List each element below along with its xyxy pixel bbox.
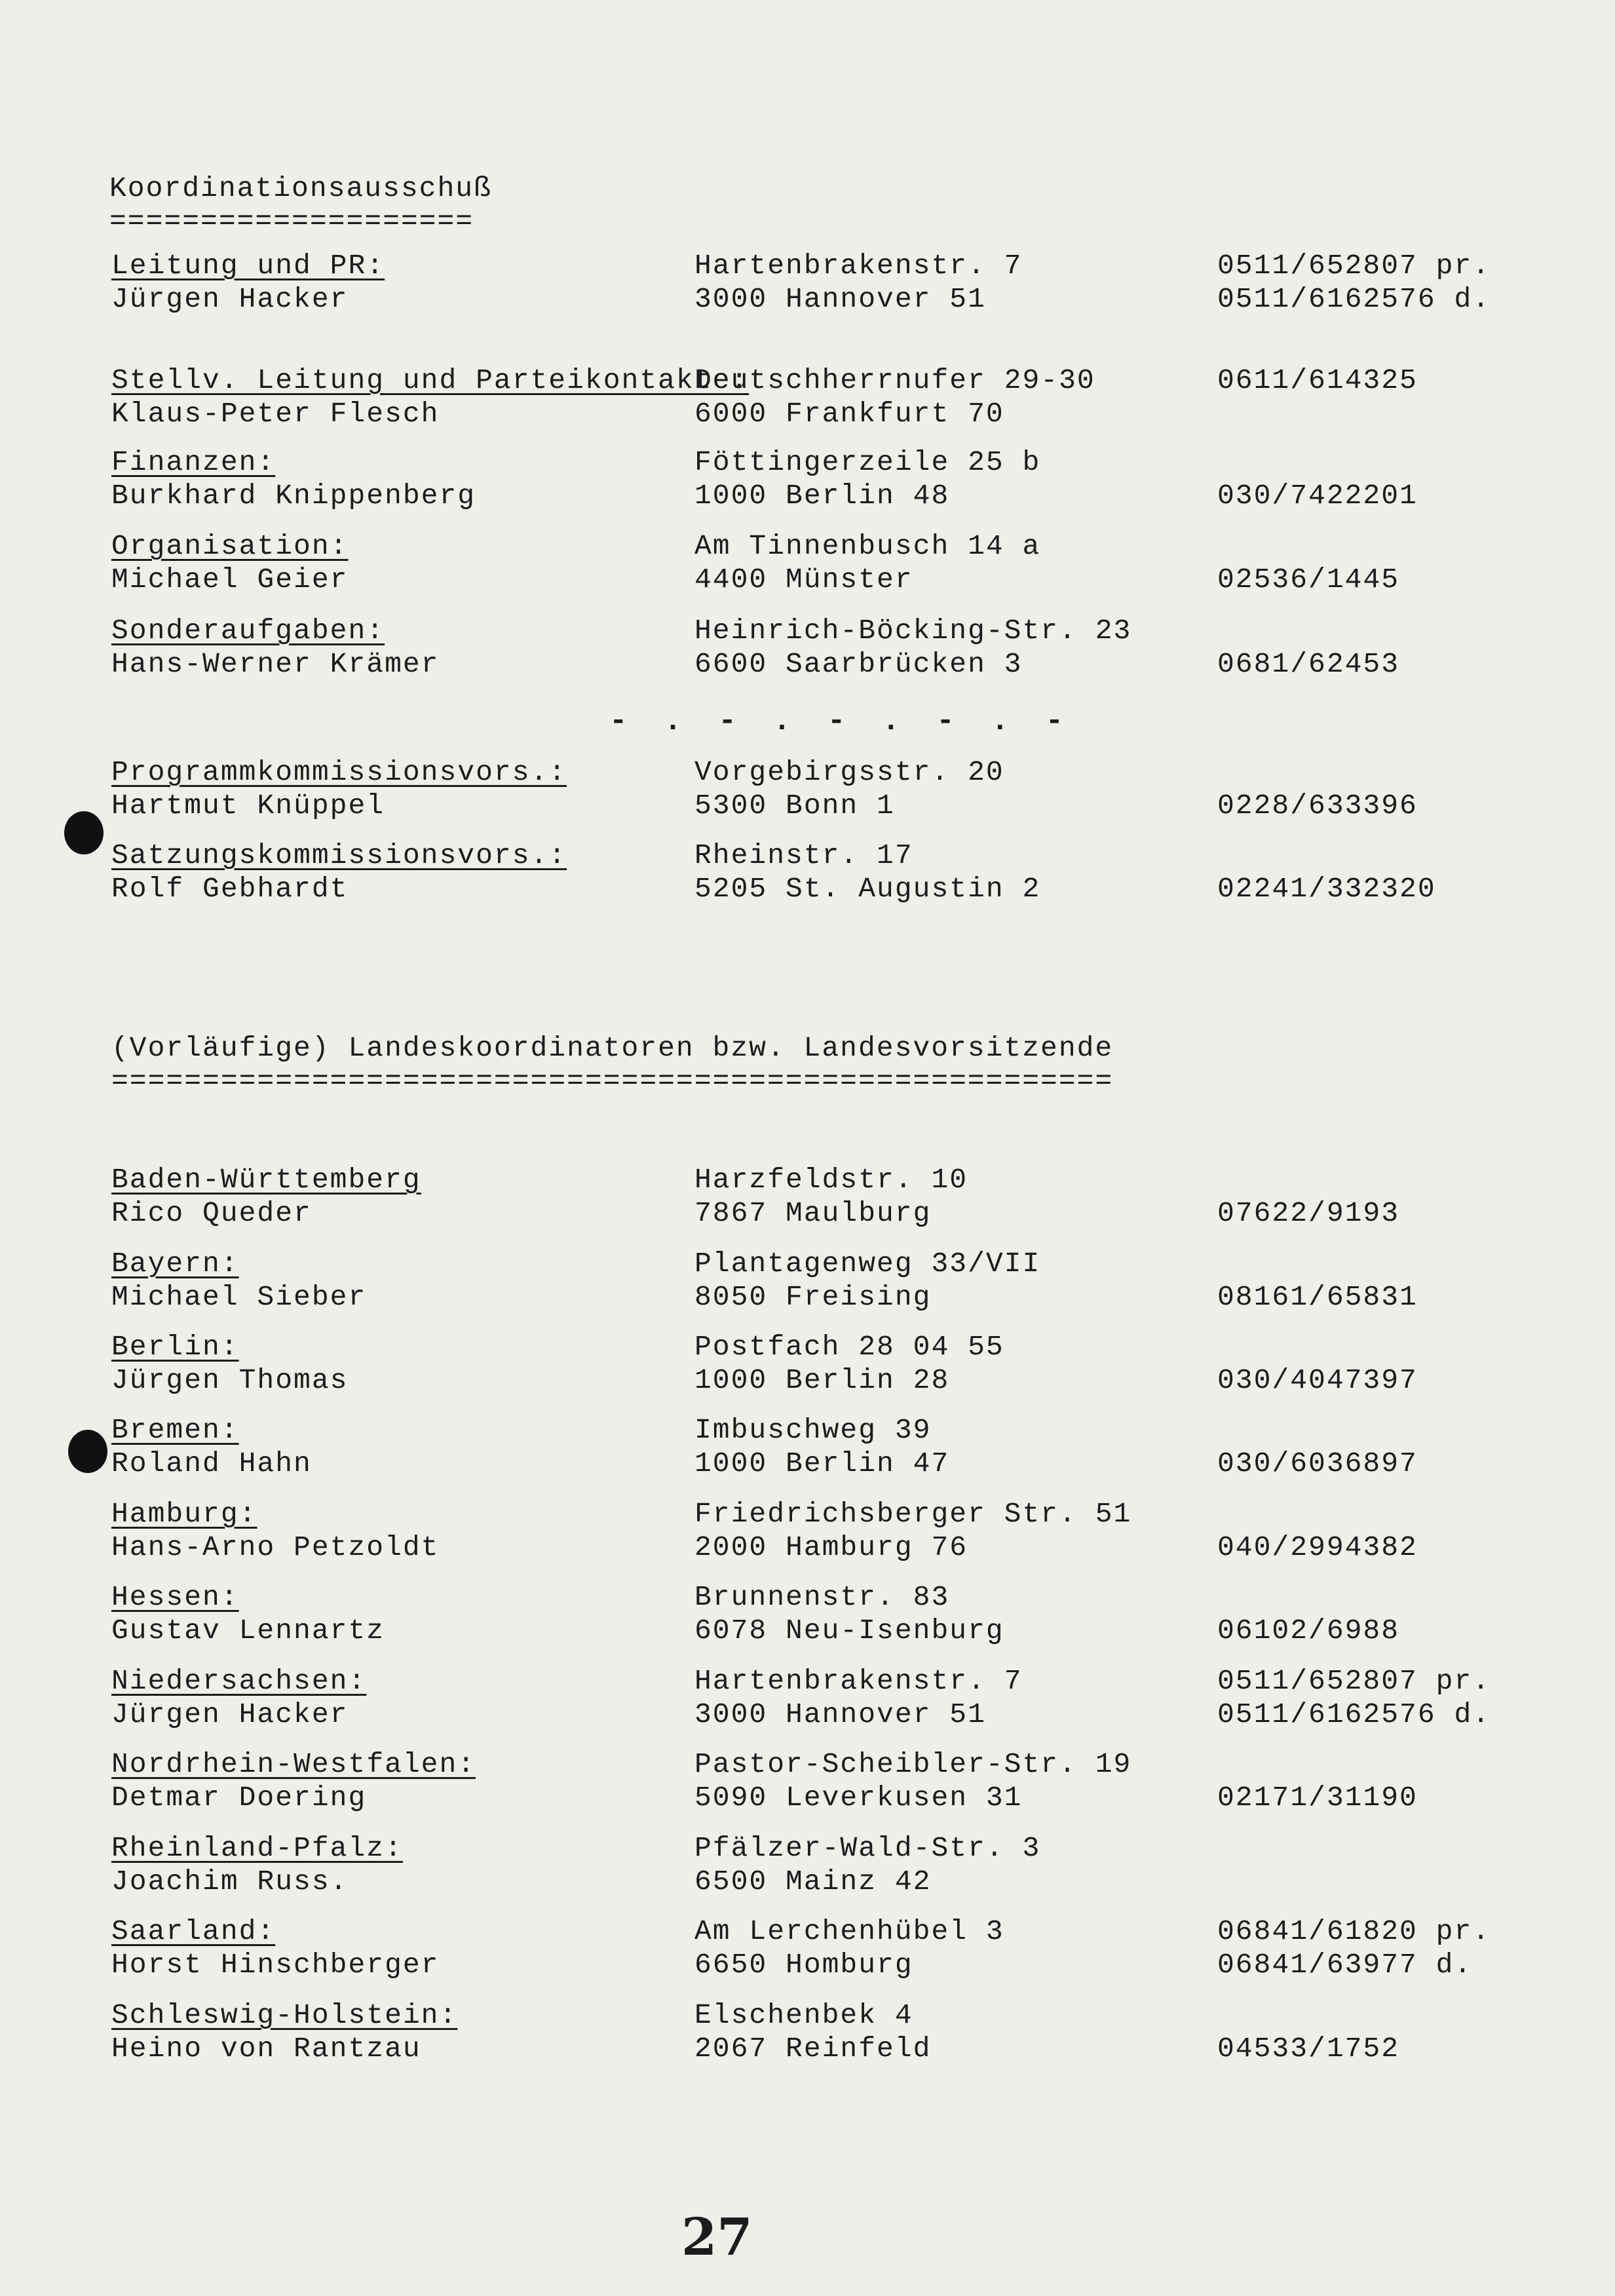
person-name: Joachim Russ. <box>111 1866 349 1898</box>
role-label: Hessen: <box>111 1581 239 1613</box>
section2-title: (Vorläufige) Landeskoordinatoren bzw. Landesvorsitzende <box>111 1032 1114 1064</box>
address-city: 7867 Maulburg <box>694 1197 932 1229</box>
person-name: Michael Geier <box>111 564 349 596</box>
role-label: Satzungskommissionsvors.: <box>111 839 567 871</box>
address-street: Imbuschweg 39 <box>694 1414 932 1446</box>
address-street: Am Lerchenhübel 3 <box>694 1915 1004 1947</box>
phone-number: 07622/9193 <box>1217 1197 1400 1229</box>
person-name: Klaus-Peter Flesch <box>111 398 440 430</box>
address-city: 5205 St. Augustin 2 <box>694 873 1041 905</box>
role-label: Rheinland-Pfalz: <box>111 1832 403 1864</box>
person-name: Heino von Rantzau <box>111 2033 421 2065</box>
address-city: 3000 Hannover 51 <box>694 1698 986 1731</box>
section1-title: Koordinationsausschuß <box>109 172 492 204</box>
phone-number: 0511/652807 pr. <box>1217 250 1491 282</box>
role-label: Leitung und PR: <box>111 250 385 282</box>
address-city: 1000 Berlin 48 <box>694 480 950 512</box>
address-city: 1000 Berlin 47 <box>694 1447 950 1480</box>
role-label: Bremen: <box>111 1414 239 1446</box>
role-label: Saarland: <box>111 1915 276 1947</box>
section-divider: - . - . - . - . - <box>609 704 1073 738</box>
address-city: 6000 Frankfurt 70 <box>694 398 1004 430</box>
address-city: 5300 Bonn 1 <box>694 790 895 822</box>
person-name: Jürgen Hacker <box>111 1698 349 1731</box>
address-street: Plantagenweg 33/VII <box>694 1248 1041 1280</box>
person-name: Gustav Lennartz <box>111 1615 385 1647</box>
address-street: Friedrichsberger Str. 51 <box>694 1498 1132 1530</box>
address-street: Hartenbrakenstr. 7 <box>694 250 1023 282</box>
person-name: Michael Sieber <box>111 1281 367 1313</box>
address-city: 6650 Homburg <box>694 1949 913 1981</box>
address-street: Pastor-Scheibler-Str. 19 <box>694 1748 1132 1780</box>
address-street: Brunnenstr. 83 <box>694 1581 950 1613</box>
person-name: Hartmut Knüppel <box>111 790 385 822</box>
address-street: Postfach 28 04 55 <box>694 1331 1004 1363</box>
phone-number: 0511/6162576 d. <box>1217 283 1491 315</box>
address-city: 8050 Freising <box>694 1281 932 1313</box>
phone-number: 04533/1752 <box>1217 2033 1400 2065</box>
role-label: Stellv. Leitung und Parteikontakte: <box>111 364 750 396</box>
phone-number: 06841/63977 d. <box>1217 1949 1473 1981</box>
address-street: Vorgebirgsstr. 20 <box>694 756 1004 788</box>
role-label: Sonderaufgaben: <box>111 615 385 647</box>
person-name: Hans-Arno Petzoldt <box>111 1531 440 1563</box>
address-street: Pfälzer-Wald-Str. 3 <box>694 1832 1041 1864</box>
address-city: 6500 Mainz 42 <box>694 1866 932 1898</box>
address-city: 4400 Münster <box>694 564 913 596</box>
phone-number: 040/2994382 <box>1217 1531 1418 1563</box>
role-label: Schleswig-Holstein: <box>111 1999 458 2031</box>
address-city: 2000 Hamburg 76 <box>694 1531 968 1563</box>
address-street: Heinrich-Böcking-Str. 23 <box>694 615 1132 647</box>
address-city: 1000 Berlin 28 <box>694 1364 950 1396</box>
phone-number: 02536/1445 <box>1217 564 1400 596</box>
phone-number: 030/6036897 <box>1217 1447 1418 1480</box>
address-street: Rheinstr. 17 <box>694 839 913 871</box>
phone-number: 08161/65831 <box>1217 1281 1418 1313</box>
address-street: Hartenbrakenstr. 7 <box>694 1665 1023 1697</box>
role-label: Berlin: <box>111 1331 239 1363</box>
punch-hole-upper <box>64 811 104 854</box>
person-name: Jürgen Hacker <box>111 283 349 315</box>
person-name: Horst Hinschberger <box>111 1949 440 1981</box>
phone-number: 02241/332320 <box>1217 873 1436 905</box>
person-name: Roland Hahn <box>111 1447 312 1480</box>
role-label: Hamburg: <box>111 1498 257 1530</box>
phone-number: 030/7422201 <box>1217 480 1418 512</box>
address-city: 2067 Reinfeld <box>694 2033 932 2065</box>
person-name: Jürgen Thomas <box>111 1364 349 1396</box>
phone-number: 0511/6162576 d. <box>1217 1698 1491 1731</box>
phone-number: 02171/31190 <box>1217 1782 1418 1814</box>
person-name: Hans-Werner Krämer <box>111 648 440 680</box>
phone-number: 06841/61820 pr. <box>1217 1915 1491 1947</box>
role-label: Organisation: <box>111 530 349 562</box>
phone-number: 030/4047397 <box>1217 1364 1418 1396</box>
role-label: Nordrhein-Westfalen: <box>111 1748 476 1780</box>
address-city: 6078 Neu-Isenburg <box>694 1615 1004 1647</box>
phone-number: 0511/652807 pr. <box>1217 1665 1491 1697</box>
section1-rule: ==================== <box>109 205 474 237</box>
address-street: Elschenbek 4 <box>694 1999 913 2031</box>
person-name: Rico Queder <box>111 1197 312 1229</box>
person-name: Detmar Doering <box>111 1782 367 1814</box>
address-city: 3000 Hannover 51 <box>694 283 986 315</box>
phone-number: 06102/6988 <box>1217 1615 1400 1647</box>
address-street: Föttingerzeile 25 b <box>694 446 1041 478</box>
address-city: 6600 Saarbrücken 3 <box>694 648 1023 680</box>
role-label: Finanzen: <box>111 446 276 478</box>
address-street: Deutschherrnufer 29-30 <box>694 364 1095 396</box>
phone-number: 0611/614325 <box>1217 364 1418 396</box>
address-street: Am Tinnenbusch 14 a <box>694 530 1041 562</box>
role-label: Programmkommissionsvors.: <box>111 756 567 788</box>
section2-rule: ======================================================= <box>111 1065 1114 1097</box>
address-city: 5090 Leverkusen 31 <box>694 1782 1023 1814</box>
address-street: Harzfeldstr. 10 <box>694 1164 968 1196</box>
page-number: 27 <box>681 2208 753 2267</box>
phone-number: 0681/62453 <box>1217 648 1400 680</box>
punch-hole-lower <box>68 1430 107 1473</box>
role-label: Bayern: <box>111 1248 239 1280</box>
phone-number: 0228/633396 <box>1217 790 1418 822</box>
person-name: Burkhard Knippenberg <box>111 480 476 512</box>
role-label: Niedersachsen: <box>111 1665 367 1697</box>
person-name: Rolf Gebhardt <box>111 873 349 905</box>
role-label: Baden-Württemberg <box>111 1164 421 1196</box>
